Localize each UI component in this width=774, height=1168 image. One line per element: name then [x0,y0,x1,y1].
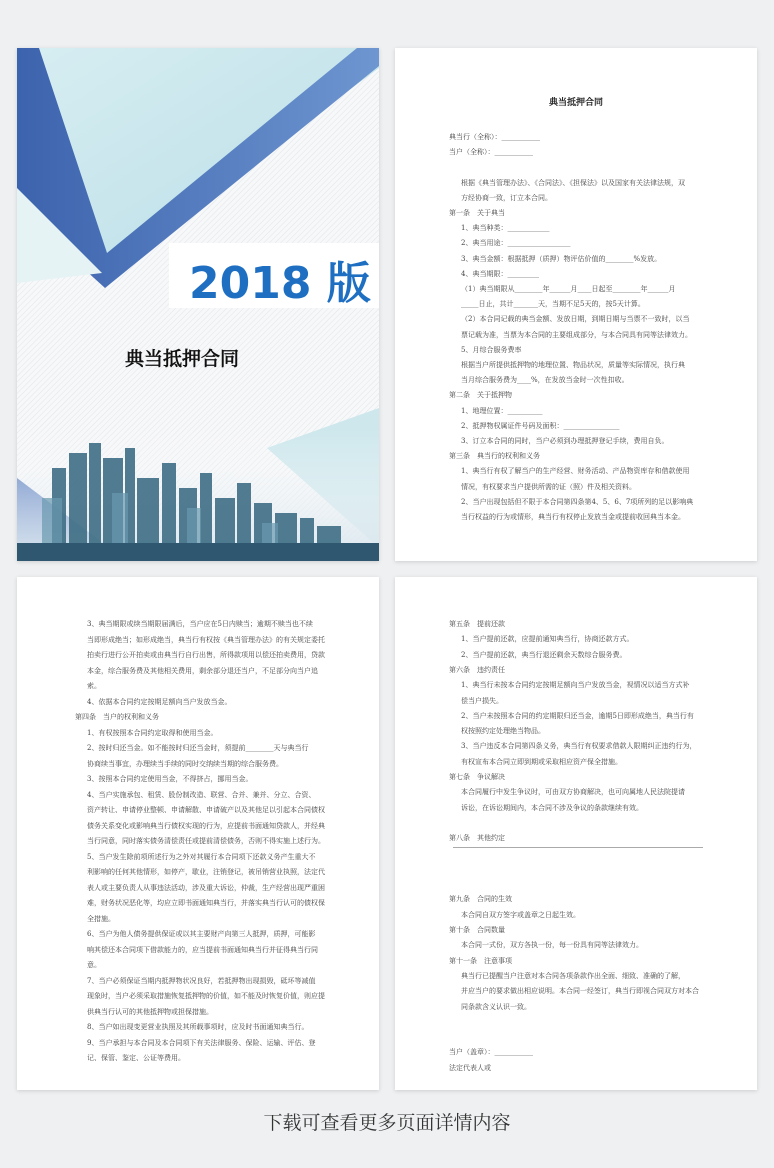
text-line: 第七条 争议解决 [449,773,505,781]
text-line: 当月综合服务费为____%，在发放当金时一次性扣收。 [461,376,629,385]
text-line: 3、典当金额：根据抵押（质押）物评估价值的________%发放。 [461,254,662,263]
page-2 [17,577,379,1090]
cover-page [17,48,379,561]
text-line: 并应当户的要求做出相应说明。本合同一经签订，典当行即视合同双方对本合 [461,987,699,996]
text-line: 方经协商一致，订立本合同。 [461,193,552,202]
text-line: 意。 [87,961,101,969]
text-line: 情况，有权要求当户提供所需的证（照）件及相关资料。 [461,482,636,491]
blank-rule [453,847,703,848]
cover-version: 2018 版 [189,258,371,309]
text-line: 当即形成绝当；如形成绝当，典当行有权按《典当管理办法》的有关规定委托 [87,635,325,644]
text-line: 3、订立本合同的同时，当户必须到办理抵押登记手续，费用自负。 [461,437,669,445]
text-line: 典当行已提醒当户注意对本合同各项条款作出全面、细致、准确的了解， [461,971,685,980]
text-line: 第五条 提前还款 [449,620,505,628]
text-line: 1、典当种类：____________ [461,224,550,233]
text-line: 4、依据本合同约定按期足额向当户发放当金。 [87,697,232,706]
text-line: 当行权益的行为或情形，典当行有权停止发放当金或提前收回典当本金。 [461,513,685,521]
text-line: 难，财务状况恶化等，均应立即书面通知典当行，并落实典当行认可的债权保 [87,899,325,907]
text-line: 2、当户提前还款，典当行退还剩余天数综合服务费。 [461,650,627,659]
text-line: 根据当户所提供抵押物的地理位置、物品状况，质量等实际情况，执行典 [461,361,685,369]
text-line: 根据《典当管理办法》、《合同法》、《担保法》以及国家有关法律法规，双 [461,178,685,187]
text-line: 3、当户违反本合同第四条义务，典当行有权要求借款人限期纠正违约行为， [461,742,697,751]
text-line: 索。 [87,682,101,690]
text-line: 诉讼，在诉讼期间内，本合同不涉及争议的条款继续有效。 [461,803,643,812]
text-line: 当户（全称）：___________ [449,148,533,157]
text-line: 协商续当事宜，办理续当手续的同时交纳续当期的综合服务费。 [87,759,283,768]
page-3 [395,577,757,1090]
text-line: 5、月综合服务费率 [461,345,522,354]
text-line: 2、典当用途：__________________ [461,239,571,248]
text-line: 当户（盖章）：___________ [449,1048,533,1057]
text-line: 第八条 其他约定 [449,834,505,843]
text-line: 4、当户实施承包、租赁、股份制改造、联营、合并、兼并、分立、合资、 [87,790,316,799]
text-line: 2、抵押物权属证件号码及面积：________________ [461,421,620,430]
text-line: 9、当户承担与本合同及本合同项下有关法律服务、保险、运输、评估、登 [87,1038,316,1047]
text-line: 全措施。 [87,914,115,923]
page-1 [395,48,757,561]
text-line: 本合同履行中发生争议时，可由双方协商解决，也可向属地人民法院提请 [461,788,685,797]
text-line: 供典当行认可的其他抵押物或担保措施。 [87,1007,213,1016]
text-line: 法定代表人或 [449,1063,491,1072]
text-line: 1、地理位置：__________ [461,406,543,415]
cover-title: 典当抵押合同 [125,348,240,370]
text-line: 第六条 违约责任 [449,665,505,674]
text-line: （1）典当期限从________年______月____日起至________年______月 [461,285,676,293]
text-line: 本金，综合服务费及其他相关费用，剩余部分退还当户，不足部分向当户追 [87,666,318,675]
text-line: 记、保管、鉴定、公证等费用。 [87,1054,185,1062]
text-line: 表人或主要负责人从事违法活动，涉及重大诉讼，仲裁，生产经营出现严重困 [87,883,325,892]
text-line: 第一条 关于典当 [449,209,505,217]
text-line: 响其偿还本合同项下借款能力的，应当提前书面通知典当行并征得典当行同 [87,945,318,954]
text-line: 第十一条 注意事项 [449,956,512,965]
text-line: 第十条 合同数量 [449,926,505,934]
footer-note: 下载可查看更多页面详情内容 [263,1112,511,1134]
text-line: 利影响的任何其他情形，如停产，歇业，注销登记，被吊销营业执照，法定代 [87,868,325,876]
text-line: 1、典当行未按本合同约定按期足额向当户发放当金，视情况以适当方式补 [461,681,690,690]
text-line: 1、典当行有权了解当户的生产经营、财务活动、产品物资库存和借款使用 [461,467,690,476]
text-line: 6、当户为他人债务提供保证或以其主要财产向第三人抵押，质押，可能影 [87,930,316,938]
text-line: 资产转让、申请停业整顿、申请解散、申请破产以及其他足以引起本合同债权 [87,806,325,814]
text-line: 第二条 关于抵押物 [449,391,512,400]
contract-title: 典当抵押合同 [548,98,603,108]
text-line: 5、当户发生除前项所述行为之外对其履行本合同项下还款义务产生重大不 [87,852,316,861]
text-line: 第三条 典当行的权利和义务 [449,452,540,461]
text-line: 7、当户必须保证当期内抵押物状况良好，若抵押物出现损毁，砥坏等减值 [87,976,316,985]
text-line: 3、典当期限或续当期限届满后，当户应在5日内赎当；逾期不赎当也不续 [87,620,313,628]
text-line: 有权宣布本合同立即到期或采取相应资产保全措施。 [461,757,622,766]
text-line: 典当行（全称）：___________ [449,133,540,141]
text-line: 2、按时归还当金。如不能按时归还当金时，须提前________天与典当行 [87,744,309,752]
text-line: 债务关系变化或影响典当行债权实现的行为，应提前书面通知贷款人，并经典 [87,821,325,830]
text-line: 权按照约定处理绝当物品。 [461,727,545,736]
text-line: 现象时，当户必须采取措施恢复抵押物的价值，如不能及时恢复价值，则应提 [87,992,325,1000]
text-line: 票记载为准，当票为本合同的主要组成部分，与本合同具有同等法律效力。 [461,330,692,339]
text-line: 8、当户如出现变更营业执照及其所载事项时，应及时书面通知典当行。 [87,1023,309,1031]
text-line: 本合同自双方签字或盖章之日起生效。 [461,910,580,919]
text-line: 3、按照本合同约定使用当金，不得挤占，挪用当金。 [87,775,253,783]
text-line: 拍卖行进行公开拍卖或由典当行自行出售，所得款项用以偿还拍卖费用，贷款 [87,651,325,659]
text-line: 当行同意，同时落实债务清偿责任或提前清偿债务，否则不得实施上述行为。 [87,837,325,845]
text-line: 同条款含义认识一致。 [461,1002,531,1011]
text-line: 2、当户未按照本合同的约定期限归还当金，逾期5日即形成绝当，典当行有 [461,711,694,720]
text-line: 4、典当期限：_________ [461,269,539,278]
text-line: _____日止，共计_______天，当期不足5天的，按5天计算。 [461,300,645,309]
text-line: 1、当户提前还款，应提前通知典当行，协商还款方式。 [461,635,634,644]
text-line: 本合同一式份，双方各执一份，每一份具有同等法律效力。 [461,941,643,950]
text-line: 2、当户出现包括但不限于本合同第四条第4、5、6、7项所列的足以影响典 [461,497,694,506]
text-line: 1、有权按照本合同约定取得和使用当金。 [87,728,218,737]
text-line: 偿当户损失。 [461,696,503,705]
text-line: 第九条 合同的生效 [449,895,512,904]
text-line: 第四条 当户的权利和义务 [75,713,159,721]
text-line: （2）本合同记载的典当金额、发放日期，到期日期与当票不一致时，以当 [461,315,690,324]
